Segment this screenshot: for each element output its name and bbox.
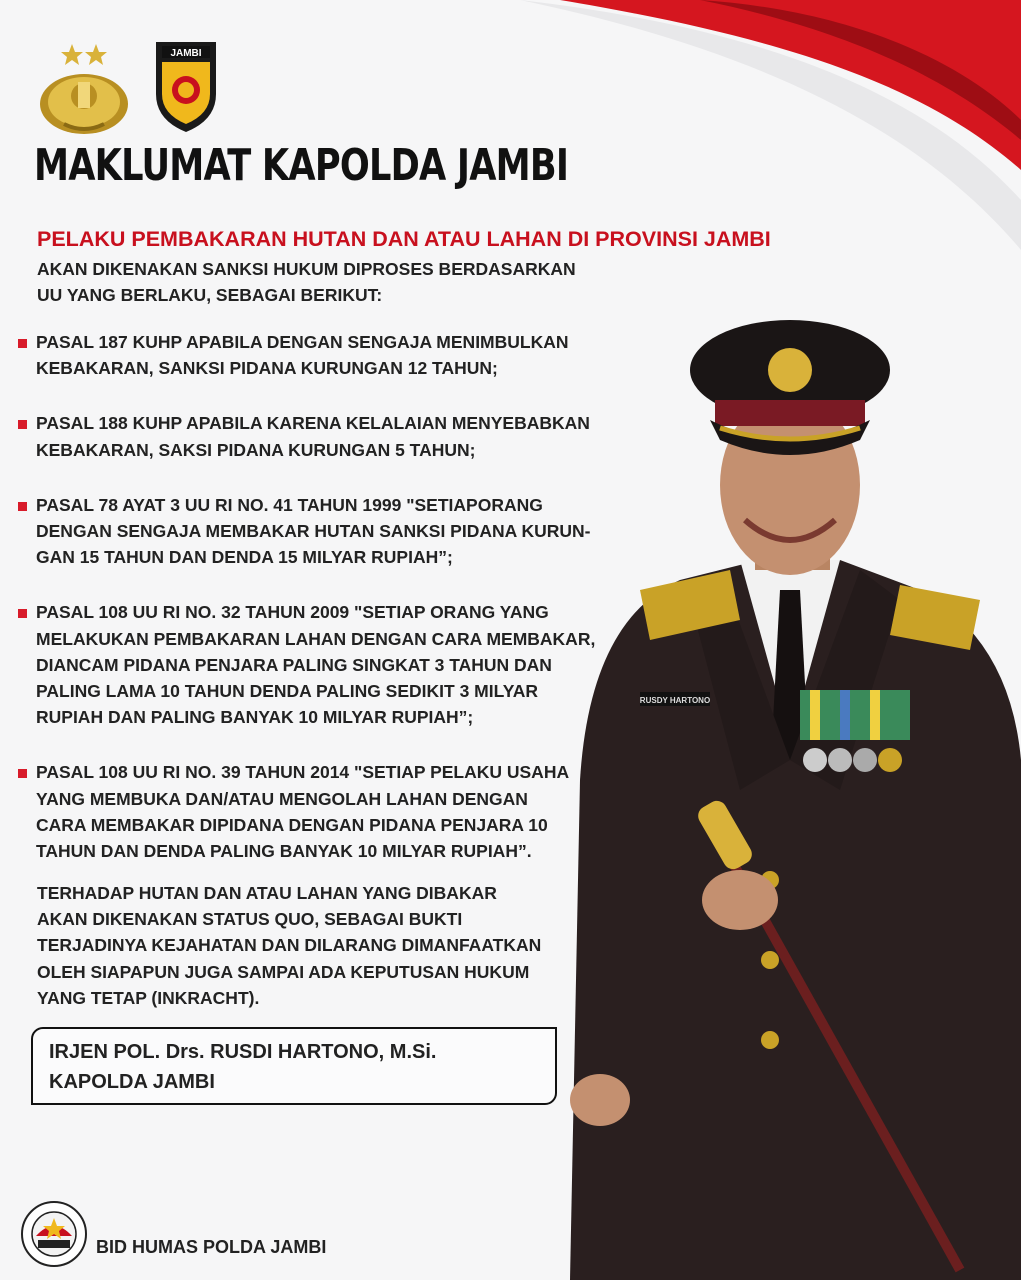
closing-line: TERHADAP HUTAN DAN ATAU LAHAN YANG DIBAKAR: [37, 883, 497, 903]
pasal-line: PASAL 78 AYAT 3 UU RI NO. 41 TAHUN 1999 "SETIAPORANG: [36, 494, 543, 515]
announcement-subtitle: PELAKU PEMBAKARAN HUTAN DAN ATAU LAHAN DI PROVINSI JAMBI: [37, 227, 771, 251]
uniform-nameplate: RUSDY HARTONO: [639, 696, 711, 705]
shield-badge-text: JAMBI: [170, 48, 202, 59]
red-bullet-icon: [18, 609, 27, 618]
pasal-line: PASAL 187 KUHP APABILA DENGAN SENGAJA MENIMBULKAN: [36, 332, 569, 352]
intro-text: [37, 256, 627, 308]
closing-statement: [37, 880, 541, 1011]
humas-logo-icon: [20, 1200, 88, 1268]
pasal-line: KEBAKARAN, SAKSI PIDANA KURUNGAN 5 TAHUN;: [36, 439, 476, 460]
pasal-line: KEBAKARAN, SANKSI PIDANA KURUNGAN 12 TAHUN;: [36, 358, 498, 379]
pasal-line: YANG MEMBUKA DAN/ATAU MENGOLAH LAHAN DENGAN: [36, 788, 528, 809]
red-bullet-icon: [18, 339, 27, 348]
closing-line: AKAN DIKENAKAN STATUS QUO, SEBAGAI BUKTI: [37, 909, 463, 930]
pasal-line: TAHUN DAN DENDA PALING BANYAK 10 MILYAR RUPIAH”.: [36, 841, 532, 862]
pasal-line: RUPIAH DAN PALING BANYAK 10 MILYAR RUPIAH”;: [36, 707, 474, 728]
polda-jambi-shield-icon: [152, 38, 220, 134]
pasal-item: [18, 599, 628, 730]
footer: [20, 1200, 326, 1268]
pasal-line: PASAL 108 UU RI NO. 39 TAHUN 2014 "SETIAP PELAKU USAHA: [36, 762, 570, 783]
pasal-line: DIANCAM PIDANA PENJARA PALING SINGKAT 3 TAHUN DAN: [36, 654, 552, 675]
pasal-line: GAN 15 TAHUN DAN DENDA 15 MILYAR RUPIAH”;: [36, 547, 453, 568]
footer-text: BID HUMAS POLDA JAMBI: [96, 1236, 327, 1257]
pasal-line: DENGAN SENGAJA MEMBAKAR HUTAN SANKSI PIDANA KURUN-: [36, 521, 591, 542]
pasal-line: CARA MEMBAKAR DIPIDANA DENGAN PIDANA PENJARA 10: [36, 814, 548, 835]
pasal-item: [18, 759, 628, 864]
pasal-line: PASAL 108 UU RI NO. 32 TAHUN 2009 "SETIAP ORANG YANG: [36, 602, 549, 623]
signatory-name: IRJEN POL. Drs. RUSDI HARTONO, M.Si.: [49, 1041, 437, 1063]
red-bullet-icon: [18, 769, 27, 778]
signatory-role: KAPOLDA JAMBI: [49, 1071, 215, 1093]
closing-line: TERJADINYA KEJAHATAN DAN DILARANG DIMANFAATKAN: [37, 935, 542, 956]
intro-line: AKAN DIKENAKAN SANKSI HUKUM DIPROSES BERDASARKAN: [37, 259, 576, 279]
page-title: MAKLUMAT KAPOLDA JAMBI: [34, 140, 569, 191]
signature-box: [31, 1027, 557, 1105]
police-emblem-icon: [34, 38, 134, 138]
pasal-item: [18, 410, 628, 462]
closing-line: YANG TETAP (INKRACHT).: [37, 987, 260, 1008]
pasal-list: [18, 329, 628, 893]
red-bullet-icon: [18, 420, 27, 429]
red-bullet-icon: [18, 502, 27, 511]
pasal-item: [18, 329, 628, 381]
pasal-line: PALING LAMA 10 TAHUN DENDA PALING SEDIKIT 3 MILYAR: [36, 681, 539, 702]
closing-line: OLEH SIAPAPUN JUGA SAMPAI ADA KEPUTUSAN HUKUM: [37, 961, 530, 982]
intro-line: UU YANG BERLAKU, SEBAGAI BERIKUT:: [37, 285, 383, 305]
pasal-line: PASAL 188 KUHP APABILA KARENA KELALAIAN MENYEBABKAN: [36, 413, 590, 434]
pasal-item: [18, 492, 628, 571]
pasal-line: MELAKUKAN PEMBAKARAN LAHAN DENGAN CARA MEMBAKAR,: [36, 628, 596, 649]
